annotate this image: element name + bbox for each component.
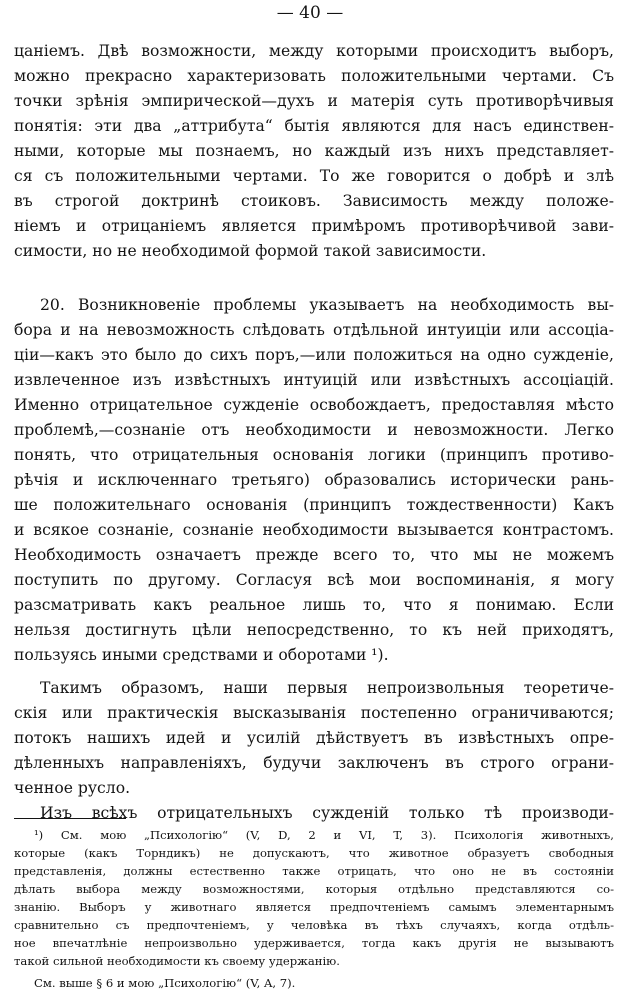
footnote-line: сравнительно съ предпочтенiемъ, у человѣка въ тѣхъ случаяхъ, когда отдѣль-: [14, 918, 614, 932]
body-line: въ строгой доктринѣ стоиковъ. Зависимость между положе-: [14, 192, 614, 210]
body-line: Именно отрицательное сужденiе освобождаетъ, предоставляя мѣсто: [14, 396, 614, 414]
page-number: — 40 —: [276, 3, 344, 23]
body-line: точки зрѣнiя эмпирической—духъ и матерiя суть противорѣчивыя: [14, 92, 614, 110]
body-line: цанiемъ. Двѣ возможности, между которыми происходитъ выборъ,: [14, 42, 614, 60]
body-line: извлеченное изъ извѣстныхъ интуицiй или извѣстныхъ ассоцiацiй.: [14, 371, 614, 389]
body-line: 20. Возникновенiе проблемы указываетъ на необходимость вы-: [40, 296, 614, 314]
body-line: ся съ положительными чертами. То же говорится о добрѣ и злѣ: [14, 167, 614, 185]
footnote-line: такой сильной необходимости къ своему удержанiю.: [14, 954, 340, 968]
body-line: проблемѣ,—сознанiе отъ необходимости и невозможности. Легко: [14, 421, 614, 439]
body-line: цiи—какъ это было до сихъ поръ,—или положиться на одно сужденiе,: [14, 346, 614, 364]
footnote-line: знанiю. Выборъ у животнаго является предпочтенiемъ самымъ элементарнымъ: [14, 900, 614, 914]
body-line: и всякое сознанiе, сознанiе необходимости вызывается контрастомъ.: [14, 521, 614, 539]
footnote-line: которые (какъ Торндикъ) не допускаютъ, что животное образуетъ свободныя: [14, 846, 614, 860]
body-line: скiя или практическiя высказыванiя постепенно ограничиваются;: [14, 704, 614, 722]
body-line: потокъ нашихъ идей и усилiй дѣйствуетъ въ извѣстныхъ опре-: [14, 729, 614, 747]
body-line: Такимъ образомъ, наши первыя непроизвольныя теоретиче-: [40, 679, 614, 697]
body-line: поступить по другому. Согласуя всѣ мои воспоминанiя, я могу: [14, 571, 614, 589]
footnote-line: ное впечатлѣнiе непроизвольно удерживается, тогда какъ другiя не вызываютъ: [14, 936, 614, 950]
body-line: понятiя: эти два „аттрибута“ бытiя являются для насъ единствен-: [14, 117, 614, 135]
body-line: пользуясь иными средствами и оборотами ¹).: [14, 646, 389, 664]
body-line: Изъ всѣхъ отрицательныхъ сужденiй только тѣ производи-: [40, 804, 614, 822]
body-line: ше положительнаго основанiя (принципъ тождественности) Какъ: [14, 496, 614, 514]
footnote-divider: [14, 818, 126, 819]
body-line: рѣчiя и исключеннаго третьяго) образовались исторически рань-: [14, 471, 614, 489]
body-line: Необходимость означаетъ прежде всего то, что мы не можемъ: [14, 546, 614, 564]
footnote-line: См. выше § 6 и мою „Психологiю“ (V, A, 7).: [34, 976, 296, 990]
body-line: разсматривать какъ реальное лишь то, что я понимаю. Если: [14, 596, 614, 614]
footnote-line: представленiя, должны естественно также отрицать, что оно не въ состоянiи: [14, 864, 614, 878]
body-line: симости, но не необходимой формой такой зависимости.: [14, 242, 487, 260]
body-line: нiемъ и отрицанiемъ является примѣромъ противорѣчивой зави-: [14, 217, 614, 235]
footnote-line: дѣлать выбора между возможностями, которыя отдѣльно представляются со-: [14, 882, 614, 896]
body-line: бора и на невозможность слѣдовать отдѣльной интуицiи или ассоцiа-: [14, 321, 614, 339]
body-line: ными, которые мы познаемъ, но каждый изъ нихъ представляет-: [14, 142, 614, 160]
body-line: дѣленныхъ направленiяхъ, будучи заключенъ въ строго ограни-: [14, 754, 614, 772]
footnote-line: ¹) См. мою „Психологiю“ (V, D, 2 и VI, T, 3). Психологiя животныхъ,: [34, 828, 614, 842]
body-line: можно прекрасно характеризовать положительными чертами. Съ: [14, 67, 614, 85]
body-line: понять, что отрицательныя основанiя логики (принципъ противо-: [14, 446, 614, 464]
body-line: ченное русло.: [14, 779, 131, 797]
body-line: нельзя достигнуть цѣли непосредственно, то къ ней приходятъ,: [14, 621, 614, 639]
